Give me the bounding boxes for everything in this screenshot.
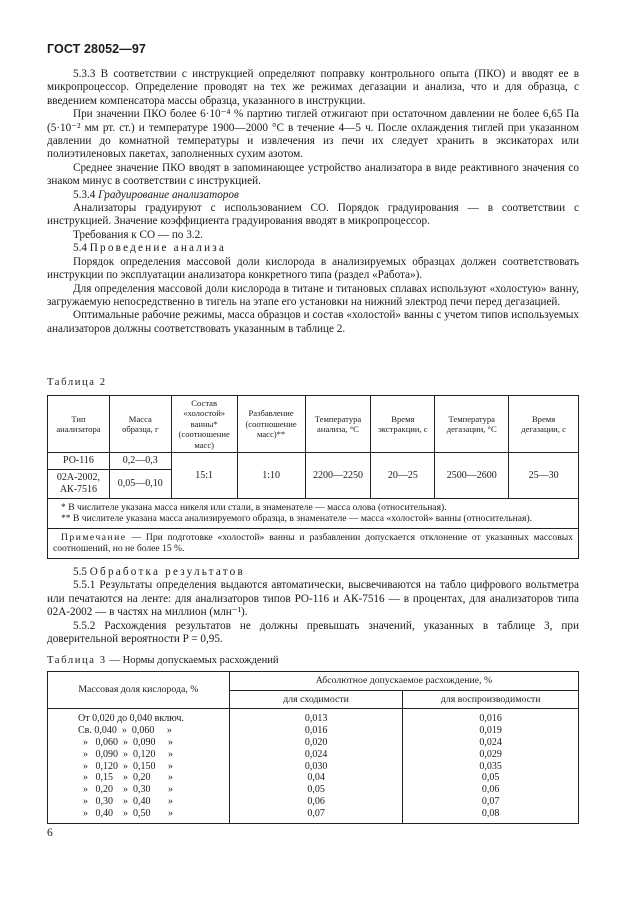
header-cell: Время экстракции, с	[371, 396, 435, 453]
section-title: Обработка результатов	[89, 566, 245, 578]
table-cell: 20—25	[371, 453, 435, 499]
paragraph-calibration: Анализаторы градуируют с использованием СО. Порядок градуирования — в соответствии с инструкцией. Значение коэффициента градуирования вводят в микропроцессор.	[47, 202, 579, 228]
range-cell: » 0,15 » 0,20 »	[48, 772, 230, 784]
table-cell: 0,05—0,10	[109, 470, 171, 499]
table-cell: 2500—2600	[435, 453, 509, 499]
range-cell: » 0,120 » 0,150 »	[48, 761, 230, 773]
table-2-footnotes	[48, 499, 579, 529]
table-row	[48, 737, 579, 749]
table-2-grid	[47, 395, 579, 559]
table-row	[48, 796, 579, 808]
range-cell: » 0,30 » 0,40 »	[48, 796, 230, 808]
section-5-5	[47, 566, 579, 579]
table-3	[47, 655, 579, 824]
table-2-caption: Таблица 2	[47, 377, 107, 388]
header-cell: Температура анализа, °С	[305, 396, 371, 453]
header-cell: Массовая доля кислорода, %	[48, 671, 230, 709]
table-2-footnotes-row	[48, 499, 579, 529]
header-cell: Разбавление (соотношение масс)**	[237, 396, 305, 453]
range-cell: » 0,090 » 0,120 »	[48, 749, 230, 761]
footnote-1: * В числителе указана масса никеля или стали, в знаменателе — масса олова (относительная).	[61, 502, 447, 514]
value-cell: 0,020	[229, 737, 403, 749]
table-cell: 0,2—0,3	[109, 453, 171, 470]
value-cell: 0,024	[229, 749, 403, 761]
range-cell: » 0,40 » 0,50 »	[48, 808, 230, 823]
paragraph-5-3-3: 5.3.3 В соответствии с инструкцией определяют поправку контрольного опыта (ПКО) и вводят ее в микропроцессор. Определение проводят на тех же режимах дегазации и анализа, что и для образца, с введением компенсатора массы образца, указанного в инструкции.	[47, 68, 579, 107]
table-cell: РО-116	[48, 453, 110, 470]
document-header: ГОСТ 28052—97	[47, 42, 146, 56]
range-cell: » 0,20 » 0,30 »	[48, 784, 230, 796]
value-cell: 0,035	[403, 761, 579, 773]
paragraph-titanium: Для определения массовой доли кислорода в титане и титановых сплавах используют «холостую» ванну, загружаемую непосредственно в тигель на этапе его установки на нижний электрод печи перед дегазацией.	[47, 282, 579, 308]
header-cell: для сходимости	[229, 690, 403, 709]
header-cell: Масса образца, г	[109, 396, 171, 453]
table-row	[48, 784, 579, 796]
table-row	[48, 761, 579, 773]
header-cell: Время дегазации, с	[509, 396, 579, 453]
table-3-header-row	[48, 671, 579, 690]
value-cell: 0,04	[229, 772, 403, 784]
value-cell: 0,06	[403, 784, 579, 796]
section-5-4	[47, 242, 579, 255]
paragraph-order: Порядок определения массовой доли кислорода в анализируемых образцах должен соответствовать инструкции по эксплуатации анализатора конкретного типа (раздел «Работа»).	[47, 255, 579, 282]
value-cell: 0,05	[403, 772, 579, 784]
header-cell: Абсолютное допускаемое расхождение, %	[229, 671, 578, 690]
value-cell: 0,06	[229, 796, 403, 808]
section-title: Проведение анализа	[89, 242, 227, 255]
table-row	[48, 772, 579, 784]
range-cell: От 0,020 до 0,040 включ.	[48, 709, 230, 725]
table-3-grid	[47, 671, 579, 824]
table-2-note-row	[48, 528, 579, 558]
value-cell: 0,029	[403, 749, 579, 761]
value-cell: 0,07	[403, 796, 579, 808]
table-row	[48, 453, 579, 470]
value-cell: 0,08	[403, 808, 579, 823]
table-cell: 02А-2002, АК-7516	[48, 470, 110, 499]
table-row	[48, 709, 579, 725]
header-cell: для воспроизводимости	[403, 690, 579, 709]
table-2	[47, 377, 579, 559]
paragraph-optimal-modes: Оптимальные рабочие режимы, масса образцов и состав «холостой» ванны с учетом типов используемых анализаторов должны соответствовать указанным в таблице 2.	[47, 309, 579, 335]
subsection-number: 5.3.4	[73, 188, 96, 201]
range-cell: Св. 0,040 » 0,060 »	[48, 725, 230, 737]
table-2-header-row	[48, 396, 579, 453]
subsection-5-3-4	[47, 189, 579, 202]
value-cell: 0,016	[229, 725, 403, 737]
subsection-title: Градуирование анализаторов	[98, 188, 239, 201]
value-cell: 0,019	[403, 725, 579, 737]
table-row	[48, 749, 579, 761]
paragraph-5-5-2: 5.5.2 Расхождения результатов не должны превышать значений, указанных в таблице 3, при доверительной вероятности P = 0,95.	[47, 619, 579, 646]
paragraph-requirements: Требования к СО — по 3.2.	[73, 228, 203, 241]
body-text	[47, 68, 579, 336]
value-cell: 0,05	[229, 784, 403, 796]
table-cell: 25—30	[509, 453, 579, 499]
table-row	[48, 808, 579, 823]
note-label: Примечание	[61, 531, 127, 543]
value-cell: 0,030	[229, 761, 403, 773]
table-cell: 2200—2250	[305, 453, 371, 499]
range-cell: » 0,060 » 0,090 »	[48, 737, 230, 749]
value-cell: 0,024	[403, 737, 579, 749]
value-cell: 0,016	[403, 709, 579, 725]
paragraph-5-5-1: 5.5.1 Результаты определения выдаются автоматически, высвечиваются на табло цифрового вольтметра или печатаются на ленте: для анализаторов типов РО-116 и АК-7516 — в процентах, для анализаторов типа 02А-2002 — в частях на миллион (млн⁻¹).	[47, 579, 579, 619]
table-row	[48, 725, 579, 737]
header-cell: Тип анализатора	[48, 396, 110, 453]
header-cell: Температура дегазации, °С	[435, 396, 509, 453]
header-cell: Состав «холостой» ванны* (соотношение масс)	[171, 396, 237, 453]
table-cell: 1:10	[237, 453, 305, 499]
note-text: — При подготовке «холостой» ванны и разбавлении допускается отклонение от указанных массовых соотношений, но не более 15 %.	[53, 531, 573, 555]
value-cell: 0,013	[229, 709, 403, 725]
paragraph-pko: При значении ПКО более 6·10⁻⁴ % партию тиглей отжигают при остаточном давлении не более 6,65 Па (5·10⁻² мм рт. ст.) и температуре 1900—2000 °С в течение 4—5 ч. После охлаждения тиглей при указанном давлении до комнатной температуры и извлечения из печи их следует хранить в эксикаторах или полиэтиленовых пакетах, заполненных сухим азотом.	[47, 108, 579, 161]
section-number: 5.4	[73, 242, 87, 255]
table-3-label: Таблица 3	[47, 655, 107, 666]
footnote-2: ** В числителе указана масса анализируемого образца, в знаменателе — масса «холостой» ванны (относительная).	[61, 513, 533, 525]
table-3-title: — Нормы допускаемых расхождений	[109, 655, 279, 666]
table-cell: 15:1	[171, 453, 237, 499]
page-number: 6	[47, 827, 53, 839]
section-number: 5.5	[73, 566, 87, 578]
table-3-caption	[47, 655, 579, 667]
paragraph-pko-average: Среднее значение ПКО вводят в запоминающее устройство анализатора в виде реактивного значения со знаком минус в соответствии с инструкцией.	[47, 161, 579, 188]
body-text-2	[47, 566, 579, 646]
table-2-note	[48, 528, 579, 558]
value-cell: 0,07	[229, 808, 403, 823]
